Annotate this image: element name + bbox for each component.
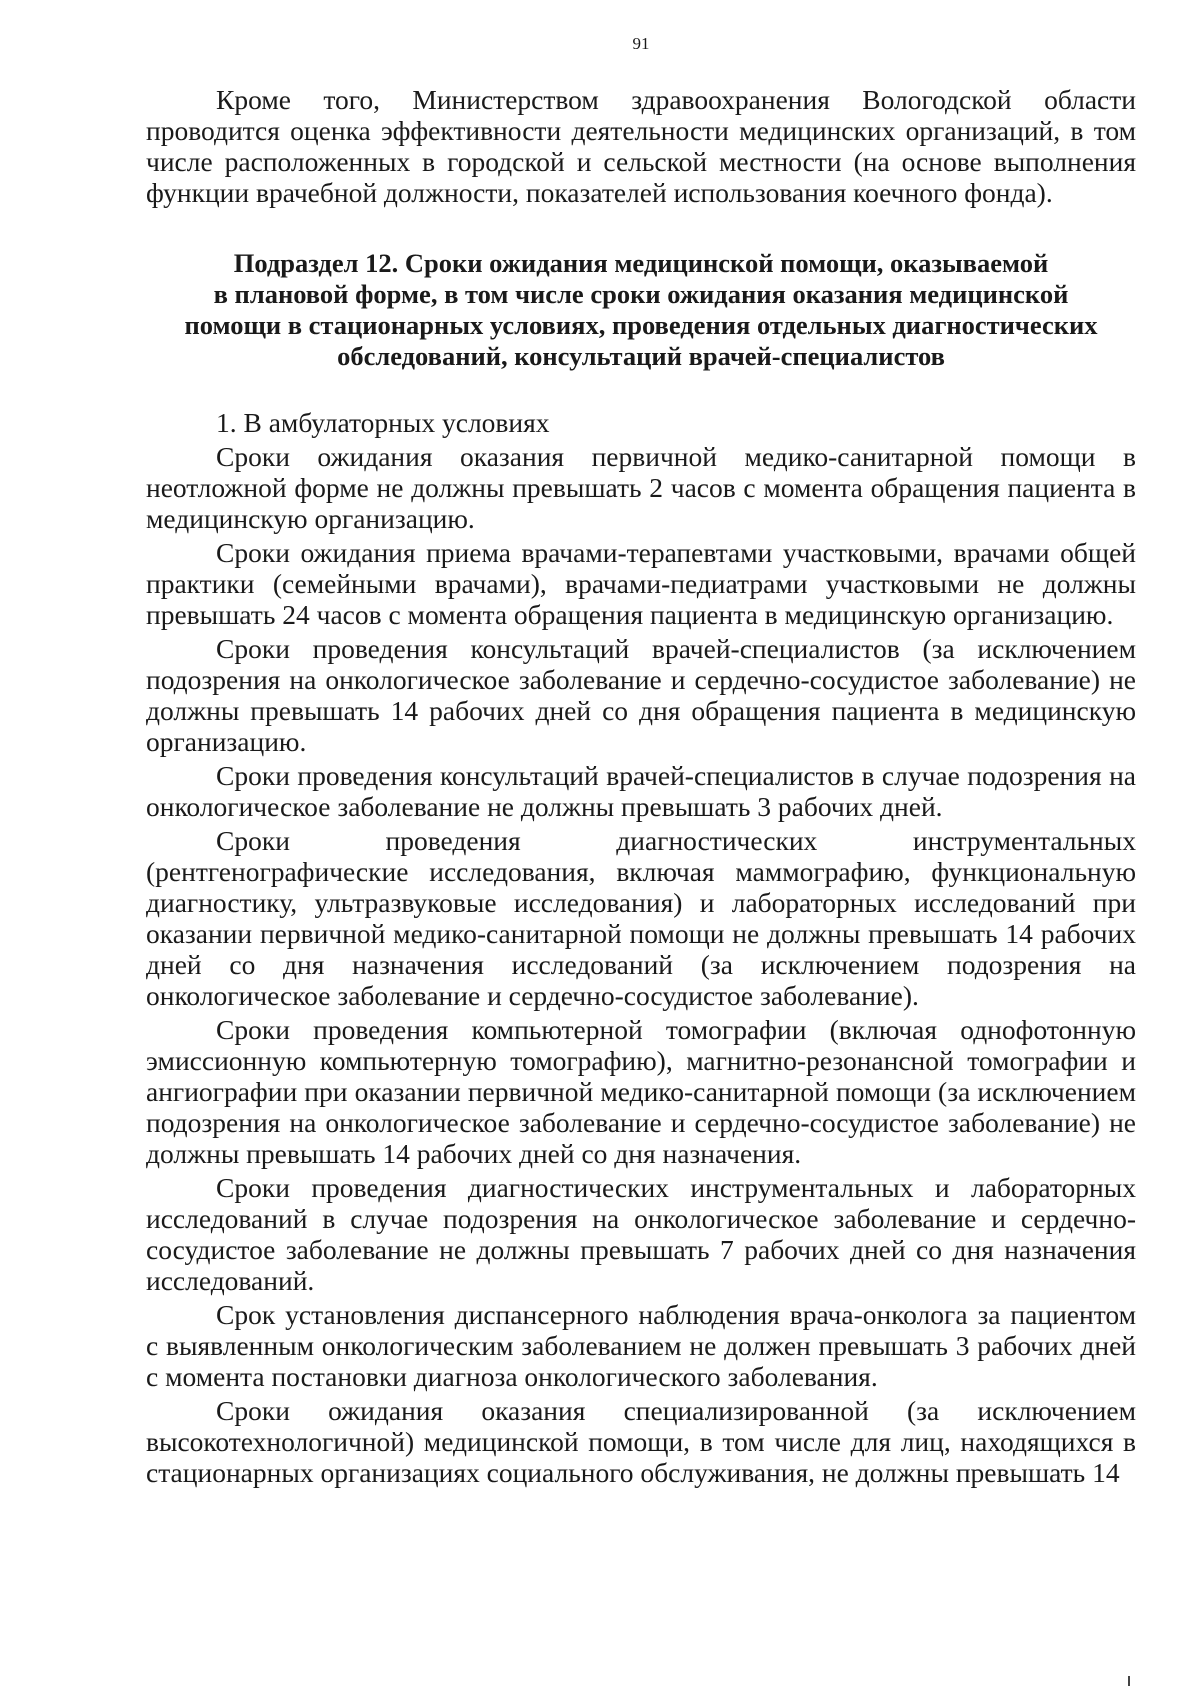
intro-block bbox=[146, 84, 1136, 208]
scan-mark bbox=[1128, 1676, 1130, 1686]
heading-line: Подраздел 12. Сроки ожидания медицинской помощи, оказываемой bbox=[233, 248, 1049, 278]
subsection-label: 1. В амбулаторных условиях bbox=[216, 407, 550, 438]
paragraph: Сроки проведения компьютерной томографии (включая однофотонную эмиссионную компьютерную томографию), магнитно-резонансной томографии и ангиографии при оказании первичной медико-санитарной помощи (за исключением подозрения на онкологическое заболевание и сердечно-сосудистое заболевание) не должны превышать 14 рабочих дней со дня назначения. bbox=[146, 1014, 1136, 1169]
heading-line: помощи в стационарных условиях, проведения отдельных диагностических bbox=[184, 310, 1098, 340]
paragraph: Сроки проведения диагностических инструментальных и лабораторных исследований в случае подозрения на онкологическое заболевание и сердечно-сосудистое заболевание не должны превышать 7 рабочих дней со дня назначения исследований. bbox=[146, 1172, 1136, 1296]
paragraph: Сроки ожидания оказания первичной медико-санитарной помощи в неотложной форме не должны превышать 2 часов с момента обращения пациента в медицинскую организацию. bbox=[146, 441, 1136, 534]
paragraph: Срок установления диспансерного наблюдения врача-онколога за пациентом с выявленным онкологическим заболеванием не должен превышать 3 рабочих дней с момента постановки диагноза онкологического заболевания. bbox=[146, 1299, 1136, 1392]
paragraph: Сроки проведения консультаций врачей-специалистов в случае подозрения на онкологическое заболевание не должны превышать 3 рабочих дней. bbox=[146, 760, 1136, 822]
page-number: 91 bbox=[632, 34, 650, 53]
intro-paragraph: Кроме того, Министерством здравоохранения Вологодской области проводится оценка эффективности деятельности медицинских организаций, в том числе расположенных в городской и сельской местности (на основе выполнения функции врачебной должности, показателей использования коечного фонда). bbox=[146, 84, 1136, 208]
heading-line: обследований, консультаций врачей-специалистов bbox=[337, 341, 945, 371]
paragraph: Сроки проведения консультаций врачей-специалистов (за исключением подозрения на онкологическое заболевание и сердечно-сосудистое заболевание) не должны превышать 14 рабочих дней со дня обращения пациента в медицинскую организацию. bbox=[146, 633, 1136, 757]
body-text bbox=[146, 407, 1136, 1491]
paragraph: Сроки ожидания приема врачами-терапевтами участковыми, врачами общей практики (семейными врачами), врачами-педиатрами участковыми не должны превышать 24 часов с момента обращения пациента в медицинскую организацию. bbox=[146, 537, 1136, 630]
section-heading bbox=[146, 248, 1136, 372]
paragraph: Сроки ожидания оказания специализированной (за исключением высокотехнологичной) медицинской помощи, в том числе для лиц, находящихся в стационарных организациях социального обслуживания, не должны превышать 14 bbox=[146, 1395, 1136, 1488]
heading-line: в плановой форме, в том числе сроки ожидания оказания медицинской bbox=[213, 279, 1069, 309]
paragraph: Сроки проведения диагностических инструментальных (рентгенографические исследования, включая маммографию, функциональную диагностику, ультразвуковые исследования) и лабораторных исследований при оказании первичной медико-санитарной помощи не должны превышать 14 рабочих дней со дня назначения исследований (за исключением подозрения на онкологическое заболевание и сердечно-сосудистое заболевание). bbox=[146, 825, 1136, 1011]
